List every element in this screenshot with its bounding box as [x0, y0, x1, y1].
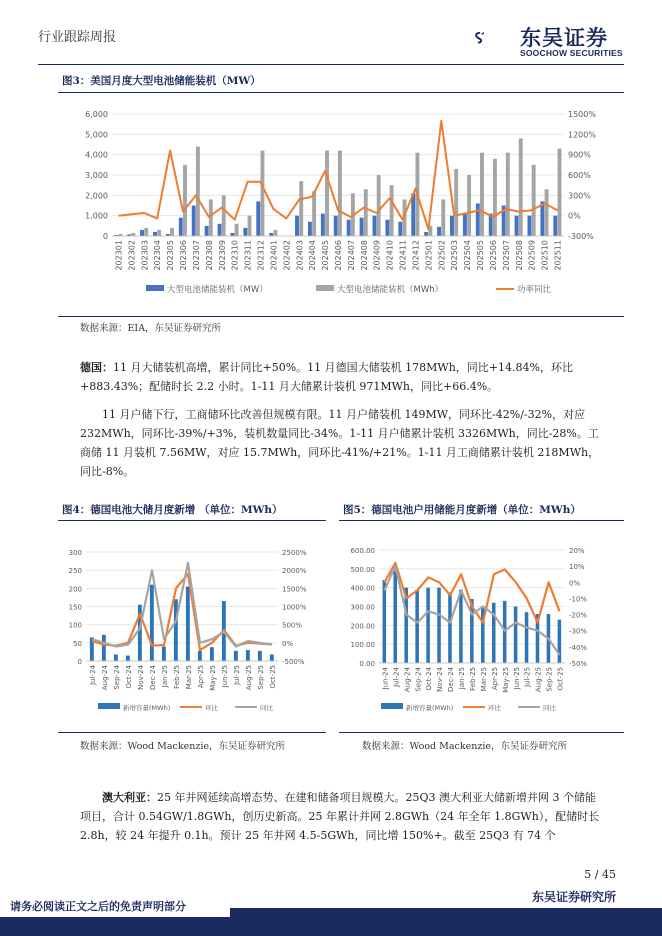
- x-tick-label: Oct-24: [425, 667, 434, 691]
- bar-primary: [174, 599, 178, 661]
- figure4-title: 图4：德国电池大储月度新增 （单位：MWh）: [62, 504, 283, 516]
- legend-label: 新增容量(MWh): [406, 704, 454, 712]
- x-tick-label: Jun-25: [512, 667, 521, 690]
- bar-primary: [503, 601, 507, 663]
- x-tick-label: 202303: [140, 240, 150, 271]
- y-left-tick-label: 250: [68, 567, 82, 576]
- y-right-tick-label: 10%: [569, 563, 585, 572]
- x-tick-label: Jan-25: [458, 667, 467, 690]
- x-tick-label: May-25: [209, 665, 217, 691]
- bar-primary: [450, 216, 454, 236]
- x-tick-label: 202312: [256, 240, 266, 271]
- x-tick-label: Feb-25: [469, 667, 477, 691]
- x-tick-label: 202301: [114, 240, 124, 271]
- bar-secondary: [532, 165, 536, 236]
- y-left-tick-label: 200: [68, 585, 82, 594]
- bar-primary: [150, 585, 154, 661]
- x-tick-label: 202504: [463, 240, 473, 271]
- bar-primary: [373, 216, 377, 236]
- y-right-tick-label: -10%: [569, 595, 588, 604]
- figure4-source: 数据来源：Wood Mackenzie，东吴证券研究所: [80, 741, 286, 752]
- x-tick-label: Sep-24: [113, 665, 121, 690]
- y-left-tick-label: 400.00: [350, 584, 375, 593]
- x-tick-label: 202412: [411, 240, 421, 271]
- y-left-tick-label: 3,000: [85, 171, 108, 180]
- bar-primary: [256, 201, 260, 236]
- y-right-tick-label: 500%: [282, 621, 303, 630]
- x-tick-label: Apr-25: [197, 665, 205, 689]
- bar-secondary: [454, 169, 458, 236]
- x-tick-label: 202502: [437, 240, 447, 271]
- y-right-tick-label: 2500%: [282, 549, 307, 557]
- y-right-tick-label: 1200%: [568, 130, 596, 140]
- bar-primary: [186, 587, 190, 661]
- page-number: 5 / 45: [584, 868, 616, 881]
- legend-label: 环比: [205, 704, 218, 712]
- bar-primary: [398, 222, 402, 236]
- x-tick-label: 202407: [346, 240, 356, 271]
- x-tick-label: Aug-25: [534, 667, 543, 693]
- legend-bar-swatch: [98, 703, 120, 709]
- x-tick-label: 202402: [282, 239, 292, 271]
- x-tick-label: Jun-24: [381, 667, 390, 690]
- soochow-logo-icon: [474, 18, 514, 58]
- germany-text-1: 11 月大储装机高增，累计同比+50%。11 月德国大储装机 178MWh，同比+14.84%，环比+883.43%；配储时长 2.2 小时。1-11 月大储累计装机 971MWh，同比+66.4%。: [80, 361, 573, 393]
- bar-primary: [383, 580, 387, 663]
- legend-label: 大型电池储能装机（MWh）: [337, 285, 444, 295]
- figure5-title: 图5：德国电池户用储能月度新增（单位：MWh）: [343, 504, 581, 516]
- x-tick-label: Nov-24: [137, 665, 145, 690]
- x-tick-label: 202409: [372, 240, 382, 271]
- x-tick-label: 202405: [321, 240, 331, 271]
- y-left-tick-label: 50: [73, 639, 82, 648]
- bar-primary: [476, 203, 480, 236]
- x-tick-label: 202507: [501, 240, 511, 271]
- legend-label: 环比: [488, 704, 501, 712]
- legend-label: 新增容量(MWh): [123, 704, 171, 712]
- bar-primary: [270, 654, 274, 661]
- y-left-tick-label: 0.00: [359, 660, 375, 668]
- x-tick-label: 202511: [553, 240, 563, 271]
- bar-secondary: [467, 175, 471, 236]
- x-tick-label: 202306: [179, 240, 189, 271]
- bar-primary: [437, 227, 441, 236]
- bar-secondary: [144, 228, 148, 236]
- y-left-tick-label: 0: [77, 658, 82, 666]
- x-tick-label: 202503: [450, 240, 460, 271]
- bar-primary: [415, 590, 419, 663]
- y-left-tick-label: 100: [68, 621, 82, 630]
- brand-sub: SOOCHOW SECURITIES: [520, 48, 623, 58]
- figure5-bottom-rule: [339, 732, 624, 733]
- bar-primary: [140, 230, 144, 236]
- figure5-source: 数据来源：Wood Mackenzie，东吴证券研究所: [362, 741, 568, 752]
- x-tick-label: 202403: [295, 240, 305, 271]
- y-right-tick-label: 0%: [282, 639, 294, 648]
- bar-secondary: [222, 195, 226, 236]
- x-tick-label: 202510: [540, 239, 550, 271]
- bar-secondary: [312, 191, 316, 236]
- bar-primary: [514, 607, 518, 664]
- bar-primary: [424, 232, 428, 236]
- x-tick-label: 202404: [308, 240, 318, 271]
- series-line-1: [92, 574, 272, 650]
- y-right-tick-label: 900%: [568, 150, 591, 160]
- x-tick-label: Aug-24: [101, 665, 109, 691]
- x-tick-label: 202408: [359, 240, 369, 271]
- x-tick-label: Mar-25: [185, 665, 193, 690]
- bar-secondary: [183, 165, 187, 236]
- x-tick-label: Sep-25: [545, 667, 554, 692]
- y-left-tick-label: 1,000: [85, 211, 108, 221]
- bar-secondary: [545, 189, 549, 236]
- x-tick-label: 202410: [385, 240, 395, 271]
- bar-secondary: [325, 151, 329, 236]
- figure3-title: 图3：美国月度大型电池储能装机（MW）: [62, 75, 261, 87]
- y-left-tick-label: 150: [68, 603, 82, 612]
- y-right-tick-label: 1500%: [282, 585, 307, 594]
- figure4-bottom-rule: [58, 732, 326, 733]
- y-right-tick-label: 20%: [569, 547, 585, 555]
- bar-primary: [459, 590, 463, 663]
- y-right-tick-label: -500%: [282, 658, 305, 666]
- bar-primary: [114, 654, 118, 661]
- bar-secondary: [493, 159, 497, 236]
- y-right-tick-label: 600%: [568, 171, 591, 180]
- bar-secondary: [377, 175, 381, 236]
- y-right-tick-label: -20%: [569, 611, 588, 620]
- bar-secondary: [441, 199, 445, 236]
- x-tick-label: Oct-24: [125, 665, 133, 689]
- figure5-top-rule: [339, 520, 624, 521]
- x-tick-label: Jul-25: [233, 665, 241, 685]
- y-right-tick-label: -30%: [569, 627, 588, 636]
- legend-label: 大型电池储能装机（MW）: [167, 285, 268, 295]
- bar-primary: [162, 646, 166, 661]
- y-left-tick-label: 300.00: [350, 603, 375, 612]
- bar-primary: [525, 612, 529, 663]
- x-tick-label: Oct-25: [556, 667, 565, 691]
- bar-primary: [448, 592, 452, 663]
- bar-primary: [558, 620, 562, 663]
- x-tick-label: 202305: [166, 240, 176, 271]
- report-section-label: 行业跟踪周报: [38, 30, 117, 45]
- bar-secondary: [235, 224, 239, 236]
- x-tick-label: Dec-24: [149, 665, 157, 690]
- bar-secondary: [480, 153, 484, 236]
- footer-institute: 东吴证券研究所: [531, 890, 616, 904]
- y-left-tick-label: 600.00: [350, 547, 375, 555]
- bar-primary: [102, 635, 106, 661]
- y-left-tick-label: 100.00: [350, 641, 375, 650]
- y-right-tick-label: -40%: [569, 643, 588, 652]
- x-tick-label: 202309: [217, 240, 227, 271]
- x-tick-label: 202501: [424, 240, 434, 271]
- bar-primary: [437, 588, 441, 663]
- bar-primary: [515, 216, 519, 236]
- bar-primary: [393, 571, 397, 663]
- bar-primary: [198, 651, 202, 661]
- x-tick-label: Dec-24: [447, 667, 456, 692]
- bar-primary: [308, 222, 312, 236]
- bar-primary: [243, 228, 247, 236]
- x-tick-label: Sep-25: [257, 665, 265, 690]
- x-tick-label: 202509: [527, 240, 537, 271]
- x-tick-label: May-25: [501, 667, 510, 693]
- x-tick-label: 202506: [488, 240, 498, 271]
- bar-primary: [230, 233, 234, 236]
- bar-secondary: [390, 185, 394, 236]
- x-tick-label: 202307: [191, 240, 201, 271]
- y-left-tick-label: 0: [102, 232, 108, 241]
- bar-primary: [347, 220, 351, 236]
- x-tick-label: 202310: [230, 240, 240, 271]
- figure3-bottom-rule: [58, 316, 624, 317]
- germany-paragraph-1: [80, 358, 600, 396]
- australia-label: 澳大利亚：: [102, 791, 157, 804]
- bar-primary: [321, 214, 325, 236]
- legend-bar-swatch: [316, 285, 334, 291]
- figure3-top-rule: [58, 92, 624, 93]
- x-tick-label: 202401: [269, 240, 279, 271]
- x-tick-label: Aug-24: [403, 667, 412, 693]
- footer-disclaimer-box: [0, 895, 230, 917]
- y-right-tick-label: 1500%: [568, 110, 596, 119]
- bar-primary: [153, 232, 157, 236]
- bar-secondary: [196, 147, 200, 236]
- bar-secondary: [558, 149, 562, 236]
- bar-secondary: [131, 233, 135, 236]
- bar-primary: [192, 206, 196, 237]
- x-tick-label: Sep-24: [414, 667, 423, 692]
- x-tick-label: 202302: [127, 240, 137, 271]
- x-tick-label: Jun-25: [221, 665, 229, 688]
- y-left-tick-label: 200.00: [350, 622, 375, 631]
- bar-secondary: [338, 151, 342, 236]
- bar-primary: [492, 603, 496, 663]
- germany-paragraph-2: 11 月户储下行，工商储环比改善但规模有限。11 月户储装机 149MW，同环比-42%/-32%，对应 232MWh，同环比-39%/+3%，装机数量同比-34%。1-11 月户储累计装机 3326MWh，同比-28%。工商储 11 月装机 7.56MW，对应 15.7MWh，同环比-41%/+21%。1-11 月工商储累计装机 218MWh，同比-8%。: [80, 408, 600, 478]
- bar-primary: [334, 216, 338, 236]
- footer-disclaimer: 请务必阅读正文之后的免责声明部分: [10, 900, 186, 913]
- australia-paragraph: [80, 788, 600, 845]
- bar-secondary: [261, 151, 265, 236]
- bar-secondary: [506, 153, 510, 236]
- bar-primary: [269, 233, 273, 236]
- figure4-top-rule: [58, 520, 326, 521]
- bar-secondary: [519, 138, 523, 236]
- bar-primary: [463, 214, 467, 236]
- series-line-2: [92, 563, 272, 647]
- australia-text: 25 年并网延续高增态势、在建和储备项目规模大。25Q3 澳大利亚大储新增并网 3 个储能项目，合计 0.54GW/1.8GWh，创历史新高。25 年累计并网 2.8GWh（24 年全年 1.8GWh），配储时长 2.8h，较 24 年提升 0.1h。预计 25 年并网 4.5-5GWh，同比增 150%+。截至 25Q3 有 74 个: [80, 791, 600, 842]
- y-left-tick-label: 6,000: [85, 110, 108, 119]
- x-tick-label: Jul-24: [392, 667, 401, 687]
- y-left-tick-label: 300: [68, 549, 82, 557]
- y-right-tick-label: 0%: [568, 211, 581, 221]
- y-left-tick-label: 5,000: [85, 130, 108, 140]
- figure3-chart: [58, 100, 624, 310]
- legend-label: 同比: [543, 704, 556, 712]
- bar-primary: [218, 224, 222, 236]
- bar-primary: [234, 651, 238, 661]
- y-left-tick-label: 500.00: [350, 565, 375, 574]
- x-tick-label: Feb-25: [173, 665, 181, 689]
- y-left-tick-label: 2,000: [85, 191, 108, 201]
- figure5-chart: [339, 540, 624, 720]
- y-right-tick-label: 300%: [568, 191, 591, 201]
- x-tick-label: Jan-25: [161, 665, 169, 688]
- y-right-tick-label: 0%: [569, 579, 581, 588]
- bar-secondary: [273, 230, 277, 236]
- bar-primary: [126, 656, 130, 661]
- bar-primary: [205, 226, 209, 236]
- bar-secondary: [248, 216, 252, 236]
- legend-bar-swatch: [146, 285, 164, 291]
- x-tick-label: 202411: [398, 240, 408, 271]
- y-right-tick-label: 2000%: [282, 567, 307, 576]
- y-left-tick-label: 4,000: [85, 150, 108, 160]
- legend-label: 功率同比: [517, 285, 552, 295]
- legend-bar-swatch: [381, 703, 403, 709]
- bar-primary: [553, 216, 557, 236]
- figure4-chart: [58, 540, 326, 720]
- bar-primary: [258, 651, 262, 661]
- bar-primary: [540, 201, 544, 236]
- bar-primary: [179, 218, 183, 236]
- bar-secondary: [299, 181, 303, 236]
- bar-primary: [528, 216, 532, 236]
- x-tick-label: Oct-25: [269, 665, 277, 689]
- x-tick-label: Mar-25: [479, 667, 488, 692]
- bar-secondary: [364, 189, 368, 236]
- x-tick-label: Jul-24: [89, 665, 97, 685]
- y-right-tick-label: -300%: [568, 232, 594, 241]
- y-right-tick-label: 1000%: [282, 603, 307, 612]
- bar-primary: [295, 216, 299, 236]
- figure3-source: 数据来源：EIA，东吴证券研究所: [80, 323, 222, 334]
- x-tick-label: Jul-25: [523, 667, 532, 687]
- x-tick-label: 202508: [514, 240, 524, 271]
- x-tick-label: 202308: [204, 240, 214, 271]
- brand-name: 东吴证券: [520, 26, 608, 50]
- y-right-tick-label: -50%: [569, 660, 588, 668]
- x-tick-label: 202311: [243, 240, 253, 271]
- bar-primary: [385, 220, 389, 236]
- bar-primary: [210, 647, 214, 661]
- bar-secondary: [170, 228, 174, 236]
- x-tick-label: 202505: [476, 240, 486, 271]
- x-tick-label: Apr-25: [490, 667, 499, 691]
- bar-secondary: [157, 230, 161, 236]
- bar-primary: [426, 588, 430, 663]
- legend-label: 同比: [260, 704, 273, 712]
- x-tick-label: 202406: [334, 240, 343, 271]
- bar-primary: [360, 218, 364, 236]
- x-tick-label: 202304: [153, 240, 163, 271]
- germany-label: 德国：: [80, 361, 113, 374]
- bar-primary: [246, 650, 250, 661]
- x-tick-label: Aug-25: [245, 665, 253, 691]
- x-tick-label: Nov-24: [436, 667, 445, 692]
- header-divider: [38, 64, 624, 65]
